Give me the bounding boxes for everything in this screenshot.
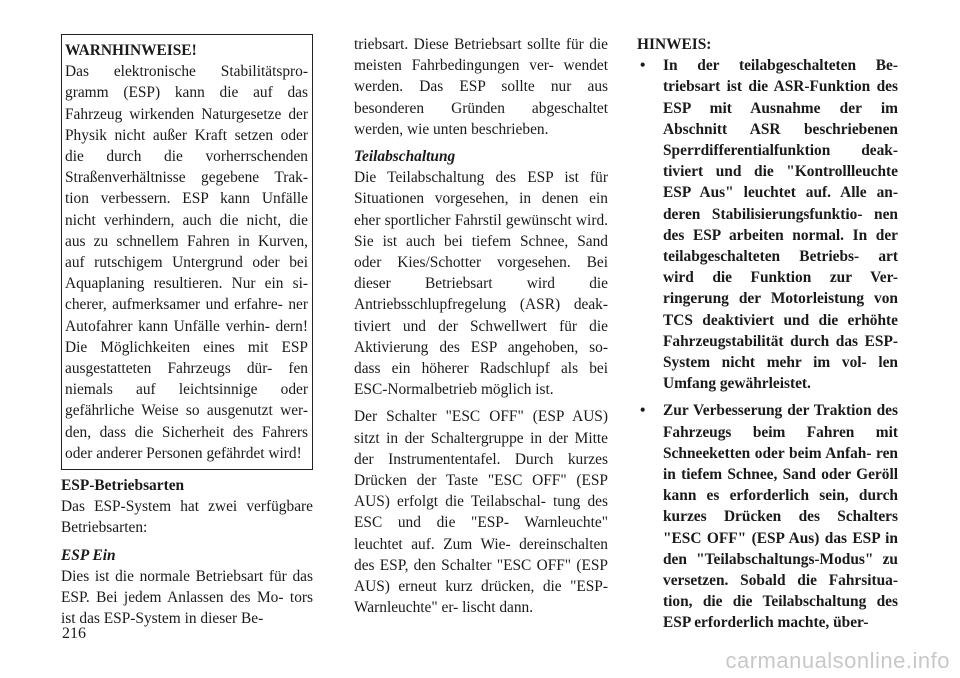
list-item-text: In der teilabgeschalteten Be- triebsart ist die ASR-Funktion des ESP mit Ausnahme der im Abschnitt ASR beschriebenen Sperrdifferentialfunktion deak- tiviert und die "Kontrollleuchte ESP Aus" leuchtet auf. Alle an- deren Stabilisierungsfunktio- nen des ESP arbeiten normal. In der teilabgeschalteten Betriebs- art wird die Funktion zur Ver- ringerung der Motorleistung von TCS deaktiviert und die erhöhte Fahrzeugstabilität durch das ESP-System nicht mehr im vol- len Umfang gewährleistet. bbox=[663, 57, 898, 393]
list-item-text: Zur Verbesserung der Traktion des Fahrzeugs beim Fahren mit Schneeketten oder beim Anfah- ren in tiefem Schnee, Sand oder Geröll kann es erforderlich sein, durch kurzes Drücken des Schalters "ESC OFF" (ESP Aus) das ESP in den "Teilabschaltungs-Modus" zu versetzen. Sobald die Fahrsitua- tion, die die Teilabschaltung des ESP erforderlich machte, über- bbox=[663, 402, 898, 632]
warning-title: WARNHINWEISE! bbox=[65, 42, 197, 59]
warning-box bbox=[61, 34, 313, 470]
page-number: 216 bbox=[62, 625, 86, 642]
teilabschaltung-text: Die Teilabschaltung des ESP ist für Situationen vorgesehen, in denen ein eher sportlicher Fahrstil gewünscht wird. Sie ist auch bei tiefem Schnee, Sand oder Kies/Schotter vorgesehen. Bei dieser Betriebsart wird die Antriebsschlupfregelung (ASR) deak- tiviert und der Schwellwert für die Aktivierung des ESP angehoben, so- dass ein höherer Radschlupf als bei ESC-Normalbetrieb möglich ist. bbox=[354, 169, 608, 399]
section-intro: Das ESP-System hat zwei verfügbare Betriebsarten: bbox=[61, 498, 313, 537]
warning-text: Das elektronische Stabilitätspro- gramm (ESP) kann die auf das Fahrzeug wirkenden Naturgesetze der Physik nicht außer Kraft setzen oder die durch die vorherrschenden Straßenverhältnisse gegebene Trak- tion verbessern. ESP kann Unfälle nicht verhindern, auch die nicht, die aus zu schnellem Fahren in Kurven, auf rutschigem Untergrund oder bei Aquaplaning resultieren. Nur ein si- cherer, aufmerksamer und erfahre- ner Autofahrer kann Unfälle verhin- dern! Die Möglichkeiten eines mit ESP ausgestatteten Fahrzeugs dür- fen niemals auf leichtsinnige oder gefährliche Weise so ausgenutzt wer- den, dass die Sicherheit des Fahrers oder anderer Personen gefährdet wird! bbox=[65, 63, 308, 462]
esp-ein-heading: ESP Ein bbox=[61, 546, 116, 564]
watermark-text: carmanualsonline.info bbox=[725, 648, 950, 673]
esp-ein-text-continued: triebsart. Diese Betriebsart sollte für die meisten Fahrbedingungen ver- wendet werden. Das ESP sollte nur aus besonderen Gründen abgeschaltet werden, wie unten beschrieben. bbox=[354, 36, 608, 138]
section-heading: ESP-Betriebsarten bbox=[61, 477, 185, 495]
teilabschaltung-heading: Teilabschaltung bbox=[354, 148, 456, 166]
hinweis-list bbox=[637, 55, 898, 633]
schalter-text: Der Schalter "ESC OFF" (ESP AUS) sitzt in der Schaltergruppe in der Mitte der Instrumententafel. Durch kurzes Drücken der Taste "ESC OFF" (ESP AUS) erfolgt die Teilabschal- tung des ESC und die "ESP- Warnleuchte" leuchtet auf. Zum Wie- dereinschalten des ESP, den Schalter "ESC OFF" (ESP AUS) erneut kurz drücken, die "ESP-Warnleuchte" er- lischt dann. bbox=[354, 408, 608, 617]
middle-column bbox=[354, 34, 608, 618]
esp-ein-text: Dies ist die normale Betriebsart für das ESP. Bei jedem Anlassen des Mo- tors ist das ESP-System in dieser Be- bbox=[61, 567, 313, 628]
bullet-icon: • bbox=[640, 402, 646, 420]
right-column bbox=[637, 34, 898, 640]
list-item bbox=[637, 55, 898, 394]
hinweis-heading: HINWEIS: bbox=[637, 36, 712, 53]
list-item bbox=[637, 400, 898, 633]
left-column bbox=[61, 34, 313, 629]
bullet-icon: • bbox=[640, 57, 646, 75]
